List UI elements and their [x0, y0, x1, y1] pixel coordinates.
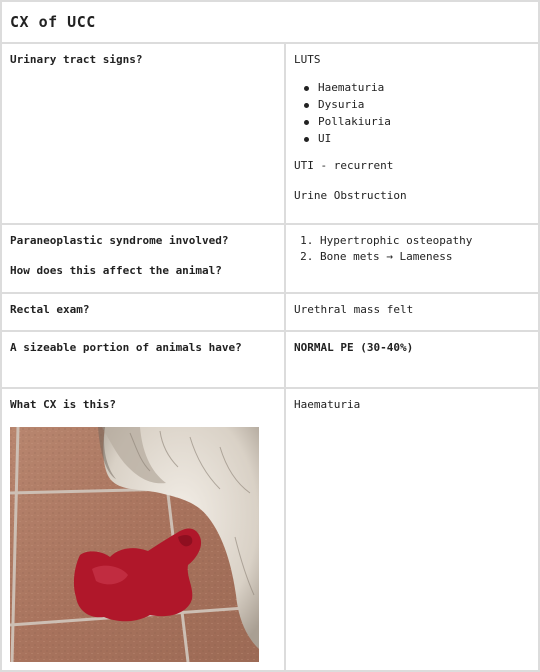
- answer-text: UTI - recurrent: [294, 159, 394, 172]
- answer-text: Haematuria: [294, 398, 361, 411]
- question-cell: [2, 331, 285, 388]
- answer-cell: [285, 388, 538, 671]
- question-text: How does this affect the animal?: [10, 264, 222, 277]
- question-text: Urinary tract signs?: [10, 53, 143, 66]
- question-text: A sizeable portion of animals have?: [10, 341, 242, 354]
- question-cell: [2, 293, 285, 331]
- title-bar: [2, 2, 538, 44]
- page-title: CX of UCC: [10, 13, 96, 31]
- bullet-list: [294, 79, 530, 147]
- haematuria-photo: [10, 427, 259, 662]
- numbered-list: [294, 233, 530, 265]
- table-row: [2, 293, 538, 331]
- question-text: Paraneoplastic syndrome involved?: [10, 234, 229, 247]
- answer-cell: [285, 224, 538, 293]
- question-cell: [2, 44, 285, 224]
- question-text: What CX is this?: [10, 398, 116, 411]
- answer-cell: [285, 293, 538, 331]
- table-row: [2, 388, 538, 671]
- table-row: [2, 331, 538, 388]
- table-row: [2, 44, 538, 224]
- answer-text: NORMAL PE (30-40%): [294, 341, 414, 354]
- list-item: UI: [318, 130, 530, 147]
- list-item: 2. Bone mets → Lameness: [320, 249, 530, 265]
- question-cell: [2, 388, 285, 671]
- answer-heading: LUTS: [294, 53, 321, 66]
- list-item: Pollakiuria: [318, 113, 530, 130]
- answer-text: Urethral mass felt: [294, 303, 414, 316]
- list-item: 1. Hypertrophic osteopathy: [320, 233, 530, 249]
- list-item: Haematuria: [318, 79, 530, 96]
- question-cell: [2, 224, 285, 293]
- answer-cell: [285, 44, 538, 224]
- question-text: Rectal exam?: [10, 303, 90, 316]
- answer-cell: [285, 331, 538, 388]
- table-row: [2, 224, 538, 293]
- list-item: Dysuria: [318, 96, 530, 113]
- qa-table: [2, 44, 538, 672]
- answer-text: Urine Obstruction: [294, 189, 407, 202]
